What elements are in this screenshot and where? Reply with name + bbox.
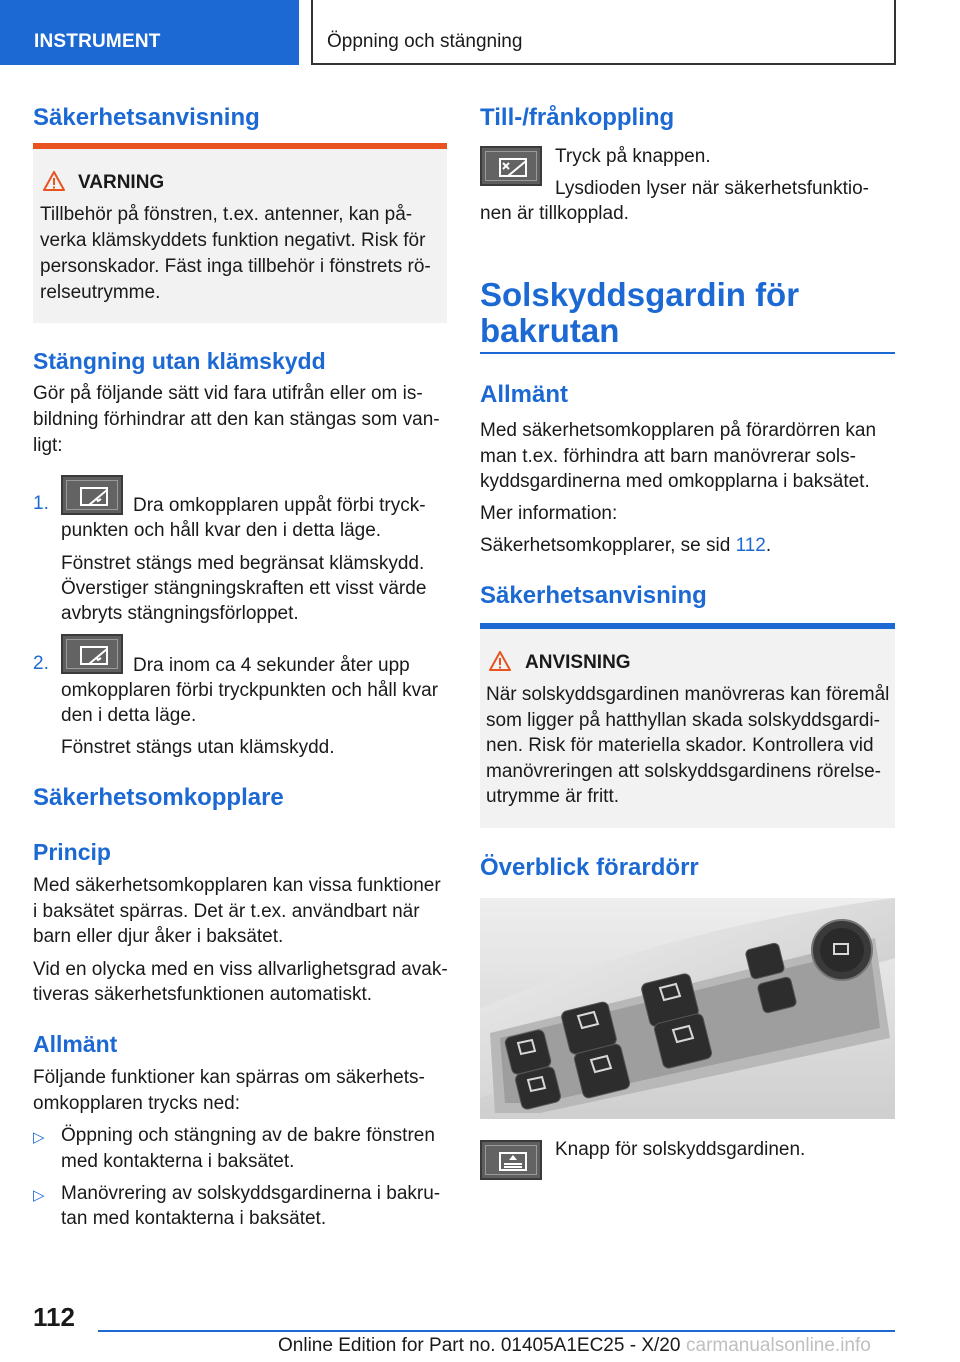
general-line: man t.ex. förhindra att barn manövrerar sols-	[480, 446, 856, 467]
page-reference-end: .	[765, 535, 772, 556]
notice-line: nen. Risk för materiella skador. Kontrollera vid	[486, 735, 874, 756]
warning-box	[33, 143, 447, 323]
bullet-text: Öppning och stängning av de bakre fönstren	[61, 1125, 435, 1146]
page-reference-link[interactable]: 112	[735, 535, 766, 556]
bullet-text: med kontakterna i baksätet.	[61, 1151, 295, 1172]
sunshade-button-caption: Knapp för solskyddsgardinen.	[555, 1139, 806, 1160]
safety-heading-right: Säkerhetsanvisning	[480, 582, 707, 609]
overview-heading: Överblick förardörr	[480, 854, 699, 881]
bullet-marker: ▷	[33, 1187, 45, 1204]
step-note: avbryts stängningsförloppet.	[61, 603, 299, 624]
notice-line: När solskyddsgardinen manövreras kan föremål	[486, 684, 890, 705]
warning-line: personskador. Fäst inga tillbehör i fönstrets rö-	[40, 256, 431, 277]
window-switch-button-image	[61, 475, 123, 515]
bullet-marker: ▷	[33, 1129, 45, 1146]
principle-heading: Princip	[33, 839, 111, 865]
warning-line: verka klämskyddets funktion negativt. Risk för	[40, 230, 426, 251]
closing-heading: Stängning utan klämskydd	[33, 348, 326, 374]
step-text: omkopplaren förbi tryckpunkten och håll kvar	[61, 680, 439, 701]
chapter-title: Öppning och stängning	[327, 31, 523, 52]
principle-line: i baksätet spärras. Det är t.ex. användbart när	[33, 901, 420, 922]
safety-heading-left: Säkerhetsanvisning	[33, 104, 260, 131]
step-note: Fönstret stängs utan klämskydd.	[61, 737, 335, 758]
principle-line: Med säkerhetsomkopplaren kan vissa funktioner	[33, 875, 441, 896]
notice-line: manövreringen att solskyddsgardinens rörelse-	[486, 761, 881, 782]
closing-intro-line: Gör på följande sätt vid fara utifrån eller om is-	[33, 383, 423, 404]
footer-rule	[98, 1330, 895, 1332]
general-line: kyddsgardinerna med omkopplarna i baksätet.	[480, 471, 870, 492]
onoff-text: Lysdioden lyser när säkerhetsfunktio-	[555, 178, 870, 199]
page-header	[0, 0, 960, 66]
section-tab	[0, 0, 299, 65]
step-number: 1.	[33, 493, 49, 514]
general-line: Med säkerhetsomkopplaren på förardörren kan	[480, 420, 877, 441]
closing-intro-line: bildning förhindrar att den kan stängas som van-	[33, 409, 440, 430]
door-switches-illustration	[480, 898, 895, 1119]
principle-line: Vid en olycka med en viss allvarlighetsgrad avak-	[33, 959, 448, 980]
general-heading-right: Allmänt	[480, 381, 569, 408]
step-note: Fönstret stängs med begränsat klämskydd.	[61, 553, 425, 574]
onoff-text: nen är tillkopplad.	[480, 203, 629, 224]
safety-switch-heading: Säkerhetsomkopplare	[33, 784, 284, 811]
page-reference-text: Säkerhetsomkopplarer, se sid	[480, 535, 736, 556]
step-text: Dra inom ca 4 sekunder åter upp	[133, 655, 410, 676]
window-switch-button-image	[61, 634, 123, 674]
general-heading-left: Allmänt	[33, 1031, 118, 1057]
step-number: 2.	[33, 653, 49, 674]
safety-switch-button-image	[480, 146, 542, 186]
notice-box	[480, 623, 895, 828]
notice-triangle-icon	[489, 651, 511, 671]
warning-bar	[33, 143, 447, 149]
principle-line: tiveras säkerhetsfunktionen automatiskt.	[33, 984, 373, 1005]
closing-intro-line: ligt:	[33, 435, 63, 456]
window-switch-icon	[79, 484, 109, 508]
sunshade-title-line: Solskyddsgardin för	[480, 276, 800, 313]
watermark: carmanualsonline.info	[686, 1335, 871, 1356]
sunshade-icon	[498, 1149, 528, 1173]
chapter-title-box	[311, 0, 896, 65]
notice-line: som ligger på hatthyllan skada solskyddsgardi-	[486, 710, 880, 731]
warning-line: relseutrymme.	[40, 282, 161, 303]
general-line: omkopplaren trycks ned:	[33, 1093, 240, 1114]
edition-text: Online Edition for Part no. 01405A1EC25 - X/20	[278, 1335, 681, 1356]
step-text: den i detta läge.	[61, 705, 197, 726]
window-lock-icon	[498, 155, 528, 179]
page-number: 112	[33, 1302, 75, 1332]
step-note: Överstiger stängningskraften ett visst värde	[61, 578, 427, 599]
general-line: Följande funktioner kan spärras om säkerhets-	[33, 1067, 425, 1088]
window-switch-icon	[79, 643, 109, 667]
warning-line: Tillbehör på fönstren, t.ex. antenner, kan på-	[40, 204, 413, 225]
notice-bar	[480, 623, 895, 629]
onoff-heading: Till-/frånkoppling	[480, 104, 675, 131]
principle-line: barn eller djur åker i baksätet.	[33, 926, 284, 947]
bullet-text: Manövrering av solskyddsgardinerna i bakru-	[61, 1183, 441, 1204]
step-text: punkten och håll kvar den i detta läge.	[61, 520, 382, 541]
onoff-text: Tryck på knappen.	[555, 146, 711, 167]
title-rule	[480, 352, 895, 354]
notice-title: ANVISNING	[525, 652, 631, 673]
warning-triangle-icon	[43, 171, 65, 191]
section-tab-label: INSTRUMENT	[34, 31, 161, 52]
driver-door-switches-photo	[480, 898, 895, 1119]
page-reference	[480, 533, 771, 559]
sunshade-title-line: bakrutan	[480, 312, 620, 349]
more-info-label: Mer information:	[480, 503, 618, 524]
warning-title: VARNING	[78, 172, 165, 193]
notice-line: utrymme är fritt.	[486, 786, 620, 807]
bullet-text: tan med kontakterna i baksätet.	[61, 1208, 327, 1229]
step-text: Dra omkopplaren uppåt förbi tryck-	[133, 495, 426, 516]
sunshade-button-image	[480, 1140, 542, 1180]
